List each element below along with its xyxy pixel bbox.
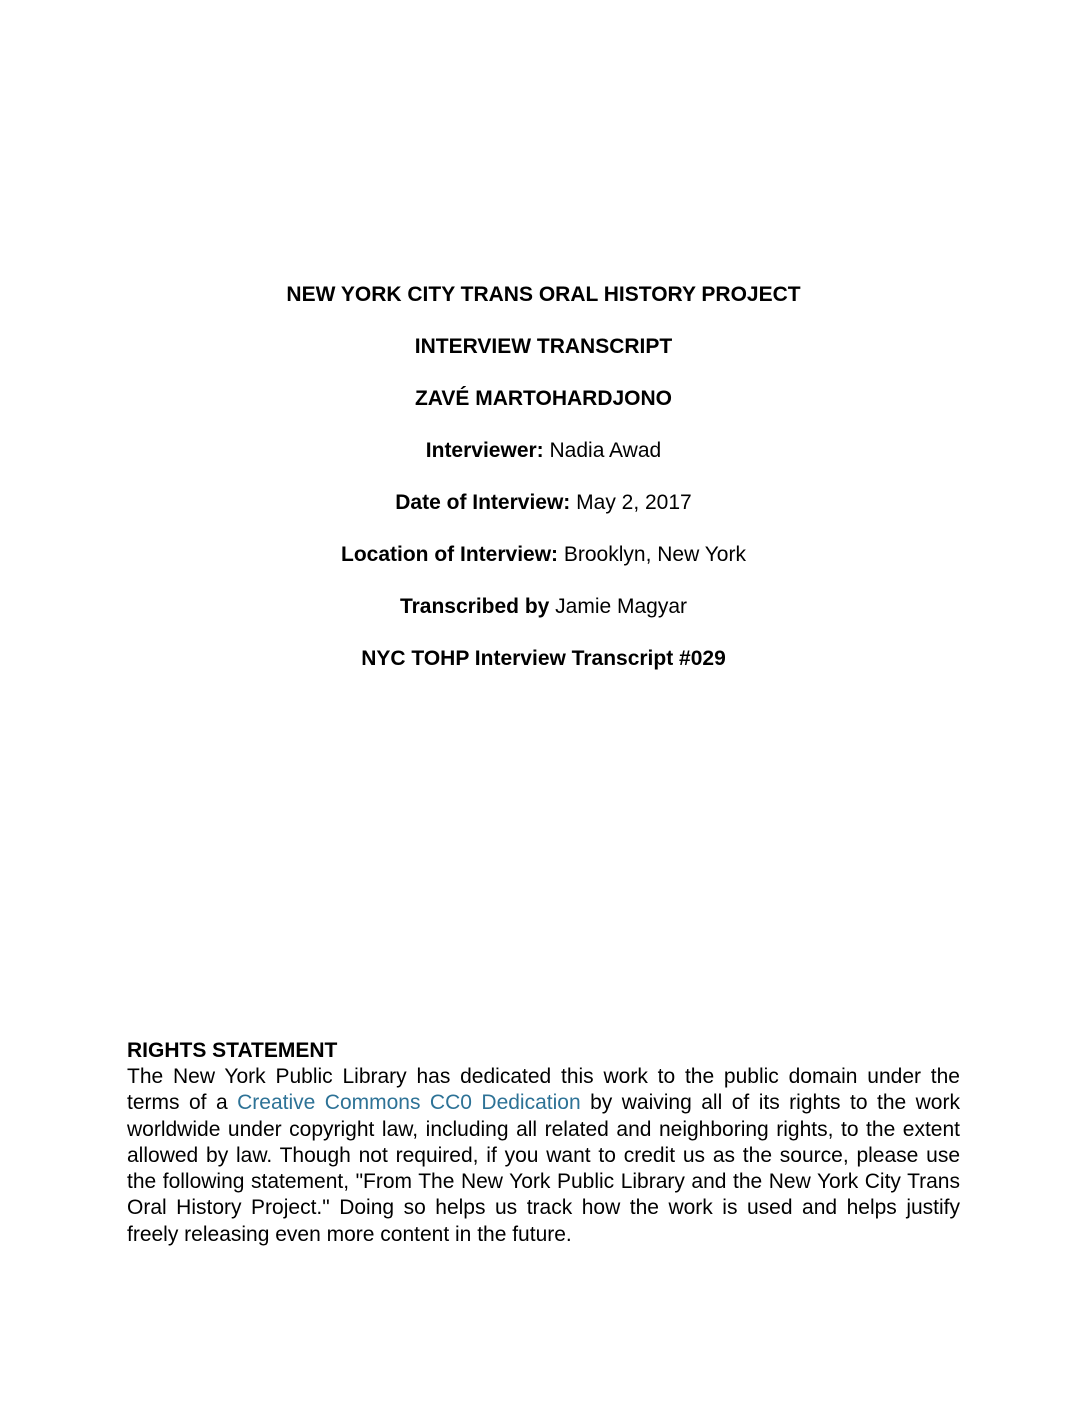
location-line	[127, 544, 960, 565]
creative-commons-cc0-link[interactable]: Creative Commons CC0 Dedication	[237, 1091, 581, 1115]
project-title-text: NEW YORK CITY TRANS ORAL HISTORY PROJECT	[286, 283, 801, 306]
document-type	[127, 336, 960, 357]
rights-statement-section	[127, 1038, 966, 1248]
rights-text-before-link: The New York Public Library has dedicated this work to the public domain under the terms of a	[127, 1065, 966, 1115]
document-type-text: INTERVIEW TRANSCRIPT	[414, 335, 673, 358]
transcript-number-line	[127, 648, 960, 669]
date-label: Date of Interview:	[395, 491, 571, 514]
interviewer-line	[127, 440, 960, 461]
interviewee-name-text: ZAVÉ MARTOHARDJONO	[414, 387, 673, 410]
transcript-number-text: NYC TOHP Interview Transcript #029	[361, 647, 726, 670]
transcriber-label: Transcribed by	[399, 595, 550, 618]
transcriber-line	[127, 596, 960, 617]
interviewee-name	[127, 388, 960, 409]
interviewer-value: Nadia Awad	[543, 439, 662, 462]
title-block	[127, 284, 960, 700]
location-value: Brooklyn, New York	[558, 543, 746, 566]
project-title	[127, 284, 960, 305]
rights-statement-paragraph	[127, 1064, 966, 1248]
date-line	[127, 492, 960, 513]
interviewer-label: Interviewer:	[425, 439, 544, 462]
rights-text-after-link: by waiving all of its rights to the work worldwide under copyright law, including all related and neighboring rights, to the extent allowed by law. Though not required, if you want to credit us as the source, please use the following statement, "From The New York Public Library and the New York City Trans Oral History Project." Doing so helps us track how the work is used and helps justify freely releasing even more content in the future.	[127, 1091, 966, 1246]
transcriber-value: Jamie Magyar	[549, 595, 688, 618]
rights-statement-heading: RIGHTS STATEMENT	[127, 1039, 338, 1062]
location-label: Location of Interview:	[341, 543, 559, 566]
date-value: May 2, 2017	[570, 491, 692, 514]
